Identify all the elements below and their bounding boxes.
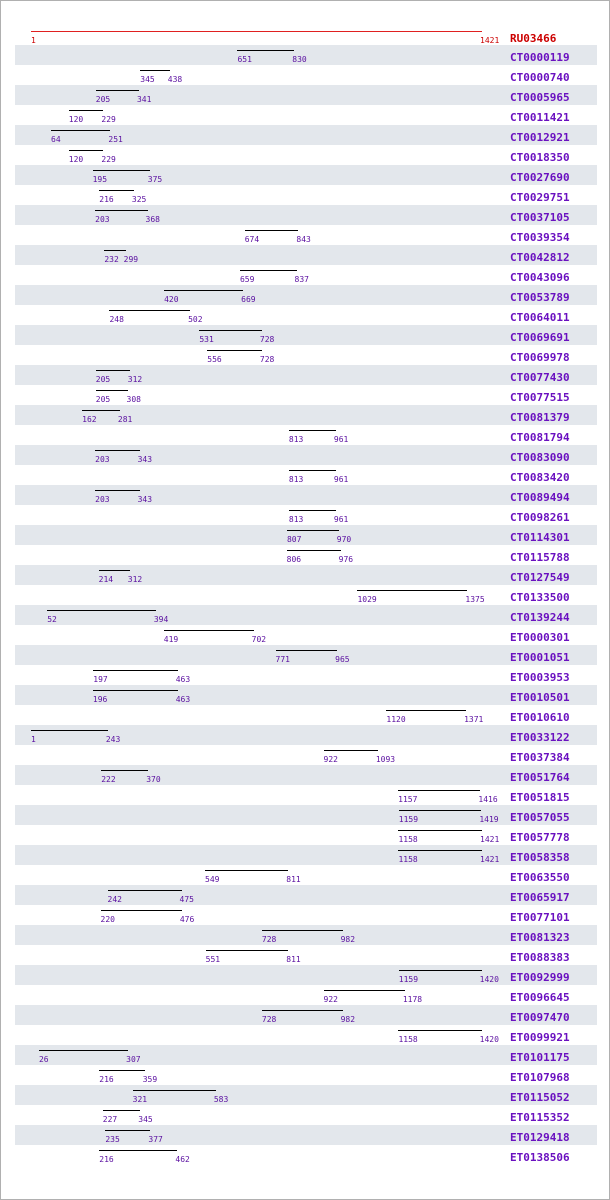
match-start: 227 — [102, 1115, 118, 1124]
match-id-link[interactable]: CT0064011 — [510, 311, 570, 324]
match-id-link[interactable]: CT0081379 — [510, 411, 570, 424]
match-end: 1178 — [402, 995, 423, 1004]
match-end: 1421 — [480, 835, 500, 844]
match-start: 205 — [95, 375, 111, 384]
match-end: 830 — [292, 55, 307, 64]
match-end: 843 — [296, 235, 311, 244]
match-bar — [398, 850, 482, 851]
match-bar — [69, 150, 104, 151]
match-bar — [324, 750, 378, 751]
match-end: 359 — [142, 1075, 158, 1084]
match-start: 556 — [207, 355, 222, 364]
match-bar — [101, 770, 148, 771]
match-id-link[interactable]: CT0000740 — [510, 71, 570, 84]
match-start: 205 — [95, 395, 111, 404]
match-id-link[interactable]: CT0115788 — [510, 551, 570, 564]
match-end: 463 — [175, 695, 191, 704]
match-id-link[interactable]: ET0099921 — [510, 1031, 570, 1044]
match-bar — [109, 310, 190, 311]
match-id-link[interactable]: CT0027690 — [510, 171, 570, 184]
match-end: 976 — [338, 555, 354, 564]
match-bar — [31, 730, 108, 731]
match-bar — [164, 290, 243, 291]
match-id-link[interactable]: ET0010501 — [510, 691, 570, 704]
match-bar — [262, 930, 343, 931]
match-start: 771 — [275, 655, 290, 664]
match-start: 216 — [99, 195, 114, 204]
match-start: 196 — [92, 695, 108, 704]
match-id-link[interactable]: CT0043096 — [510, 271, 570, 284]
match-bar — [289, 430, 336, 431]
match-start: 232 — [104, 255, 119, 264]
reference-id: RU03466 — [510, 32, 557, 45]
match-end: 502 — [188, 315, 203, 324]
match-bar — [206, 950, 289, 951]
match-end: 982 — [340, 935, 356, 944]
match-id-link[interactable]: CT0133500 — [510, 591, 570, 604]
match-id-link[interactable]: ET0115052 — [510, 1091, 570, 1104]
match-bar — [99, 1070, 144, 1071]
match-end: 965 — [335, 655, 350, 664]
match-id-link[interactable]: CT0012921 — [510, 131, 570, 144]
match-end: 728 — [259, 355, 275, 364]
match-start: 222 — [101, 775, 116, 784]
match-end: 463 — [175, 675, 191, 684]
match-end: 982 — [340, 1015, 356, 1024]
match-id-link[interactable]: CT0011421 — [510, 111, 570, 124]
match-end: 281 — [117, 415, 133, 424]
match-end: 1375 — [465, 595, 485, 604]
match-end: 1371 — [464, 715, 484, 724]
match-start: 203 — [95, 455, 110, 464]
match-start: 419 — [163, 635, 179, 644]
match-end: 394 — [153, 615, 169, 624]
match-id-link[interactable]: ET0097470 — [510, 1011, 570, 1024]
match-end: 375 — [147, 175, 163, 184]
match-id-link[interactable]: CT0083420 — [510, 471, 570, 484]
match-start: 922 — [323, 755, 338, 764]
match-bar — [245, 230, 299, 231]
match-start: 728 — [261, 935, 277, 944]
match-start: 205 — [95, 95, 111, 104]
match-start: 321 — [132, 1095, 148, 1104]
match-end: 1416 — [478, 795, 498, 804]
match-bar — [99, 190, 134, 191]
match-end: 475 — [179, 895, 194, 904]
match-id-link[interactable]: CT0081794 — [510, 431, 570, 444]
match-start: 220 — [100, 915, 115, 924]
match-end: 669 — [241, 295, 256, 304]
match-bar — [386, 710, 466, 711]
match-end: 343 — [137, 455, 153, 464]
match-id-link[interactable]: ET0081323 — [510, 931, 570, 944]
match-start: 1159 — [398, 975, 419, 984]
match-bar — [104, 250, 125, 251]
match-end: 438 — [167, 75, 183, 84]
match-id-link[interactable]: CT0018350 — [510, 151, 570, 164]
match-start: 531 — [199, 335, 214, 344]
match-id-link[interactable]: ET0065917 — [510, 891, 570, 904]
match-end: 837 — [294, 275, 309, 284]
match-id-link[interactable]: CT0000119 — [510, 51, 570, 64]
match-id-link[interactable]: CT0029751 — [510, 191, 570, 204]
match-end: 345 — [138, 1115, 153, 1124]
match-bar — [357, 590, 467, 591]
match-start: 248 — [109, 315, 124, 324]
match-bar — [207, 350, 262, 351]
match-start: 659 — [239, 275, 255, 284]
match-id-link[interactable]: CT0089494 — [510, 491, 570, 504]
match-id-link[interactable]: ET0107968 — [510, 1071, 570, 1084]
match-bar — [93, 670, 177, 671]
match-bar — [205, 870, 288, 871]
match-bar — [237, 50, 294, 51]
match-end: 343 — [137, 495, 153, 504]
match-end: 1419 — [479, 815, 499, 824]
match-id-link[interactable]: CT0083090 — [510, 451, 570, 464]
match-id-link[interactable]: CT0114301 — [510, 531, 570, 544]
match-id-link[interactable]: ET0051764 — [510, 771, 570, 784]
match-bar — [51, 130, 110, 131]
match-bar — [93, 170, 150, 171]
match-id-link[interactable]: ET0000301 — [510, 631, 570, 644]
reference-end: 1421 — [480, 36, 500, 45]
match-end: 325 — [131, 195, 147, 204]
match-end: 961 — [333, 515, 349, 524]
match-id-link[interactable]: CT0039354 — [510, 231, 570, 244]
match-start: 52 — [47, 615, 57, 624]
match-end: 370 — [146, 775, 161, 784]
match-id-link[interactable]: ET0058358 — [510, 851, 570, 864]
match-start: 197 — [93, 675, 108, 684]
reference-start: 1 — [31, 36, 36, 45]
match-start: 26 — [38, 1055, 49, 1064]
match-start: 120 — [68, 155, 84, 164]
match-start: 120 — [68, 115, 84, 124]
match-bar — [99, 570, 130, 571]
match-bar — [95, 490, 139, 491]
match-bar — [140, 70, 170, 71]
match-start: 345 — [140, 75, 155, 84]
match-bar — [96, 390, 129, 391]
match-bar — [399, 810, 482, 811]
match-bar — [199, 330, 262, 331]
match-id-link[interactable]: ET0129418 — [510, 1131, 570, 1144]
match-start: 674 — [244, 235, 260, 244]
match-bar — [398, 830, 482, 831]
match-bar — [289, 510, 336, 511]
match-start: 1158 — [398, 1035, 418, 1044]
match-end: 307 — [126, 1055, 141, 1064]
match-id-link[interactable]: ET0138506 — [510, 1151, 570, 1164]
match-end: 1420 — [479, 1035, 499, 1044]
match-end: 1420 — [479, 975, 499, 984]
match-end: 728 — [259, 335, 275, 344]
match-id-link[interactable]: CT0077430 — [510, 371, 570, 384]
match-start: 216 — [99, 1075, 114, 1084]
match-id-link[interactable]: CT0042812 — [510, 251, 570, 264]
match-end: 1421 — [480, 855, 500, 864]
match-bar — [324, 990, 405, 991]
match-bar — [96, 370, 130, 371]
match-end: 1093 — [375, 755, 396, 764]
match-bar — [289, 470, 336, 471]
match-bar — [69, 110, 104, 111]
match-id-link[interactable]: CT0005965 — [510, 91, 570, 104]
match-start: 651 — [237, 55, 252, 64]
match-id-link[interactable]: CT0127549 — [510, 571, 570, 584]
match-id-link[interactable]: ET0101175 — [510, 1051, 570, 1064]
match-start: 806 — [286, 555, 302, 564]
match-start: 64 — [51, 135, 61, 144]
match-bar — [108, 890, 182, 891]
match-end: 462 — [175, 1155, 190, 1164]
match-end: 229 — [101, 155, 116, 164]
match-id-link[interactable]: CT0069691 — [510, 331, 570, 344]
match-id-link[interactable]: ET0077101 — [510, 911, 570, 924]
match-start: 235 — [105, 1135, 120, 1144]
match-start: 1120 — [386, 715, 406, 724]
match-end: 811 — [286, 955, 301, 964]
match-bar — [103, 1110, 140, 1111]
match-id-link[interactable]: ET0063550 — [510, 871, 570, 884]
match-end: 299 — [123, 255, 139, 264]
match-end: 341 — [136, 95, 152, 104]
match-end: 243 — [105, 735, 121, 744]
match-bar — [99, 1150, 177, 1151]
match-bar — [95, 210, 147, 211]
match-bar — [276, 650, 338, 651]
match-bar — [287, 550, 341, 551]
match-end: 970 — [336, 535, 352, 544]
match-start: 203 — [95, 215, 110, 224]
match-id-link[interactable]: CT0098261 — [510, 511, 570, 524]
match-bar — [399, 970, 482, 971]
match-start: 549 — [205, 875, 220, 884]
match-start: 162 — [82, 415, 97, 424]
match-bar — [262, 1010, 343, 1011]
match-id-link[interactable]: ET0088383 — [510, 951, 570, 964]
match-start: 551 — [205, 955, 221, 964]
match-end: 251 — [108, 135, 123, 144]
match-start: 420 — [164, 295, 179, 304]
match-end: 961 — [333, 475, 349, 484]
match-bar — [39, 1050, 128, 1051]
match-bar — [133, 1090, 216, 1091]
match-end: 583 — [213, 1095, 229, 1104]
match-end: 377 — [148, 1135, 163, 1144]
match-id-link[interactable]: CT0139244 — [510, 611, 570, 624]
match-start: 214 — [98, 575, 114, 584]
match-id-link[interactable]: CT0037105 — [510, 211, 570, 224]
match-start: 1157 — [398, 795, 418, 804]
match-bar — [96, 90, 139, 91]
match-end: 476 — [179, 915, 195, 924]
match-id-link[interactable]: ET0001051 — [510, 651, 570, 664]
match-bar — [287, 530, 339, 531]
match-end: 368 — [145, 215, 160, 224]
match-bar — [398, 1030, 481, 1031]
match-bar — [164, 630, 254, 631]
match-bar — [105, 1130, 150, 1131]
match-start: 807 — [286, 535, 302, 544]
reference-bar — [31, 31, 482, 32]
match-end: 308 — [126, 395, 141, 404]
match-id-link[interactable]: ET0037384 — [510, 751, 570, 764]
match-end: 811 — [286, 875, 301, 884]
match-id-link[interactable]: ET0033122 — [510, 731, 570, 744]
match-id-link[interactable]: ET0003953 — [510, 671, 570, 684]
match-id-link[interactable]: ET0057778 — [510, 831, 570, 844]
match-bar — [93, 690, 178, 691]
match-bar — [398, 790, 480, 791]
match-id-link[interactable]: ET0096645 — [510, 991, 570, 1004]
match-id-link[interactable]: CT0077515 — [510, 391, 570, 404]
match-start: 242 — [107, 895, 122, 904]
match-start: 1029 — [357, 595, 377, 604]
match-start: 1 — [31, 735, 36, 744]
match-start: 1158 — [398, 835, 418, 844]
match-start: 813 — [288, 475, 304, 484]
match-start: 203 — [95, 495, 110, 504]
match-start: 1158 — [398, 855, 418, 864]
match-end: 229 — [101, 115, 116, 124]
match-end: 312 — [127, 375, 143, 384]
match-id-link[interactable]: ET0010610 — [510, 711, 570, 724]
match-id-link[interactable]: CT0069978 — [510, 351, 570, 364]
match-bar — [47, 610, 156, 611]
match-id-link[interactable]: ET0051815 — [510, 791, 570, 804]
match-end: 312 — [127, 575, 143, 584]
match-start: 922 — [323, 995, 338, 1004]
match-end: 961 — [333, 435, 349, 444]
match-start: 195 — [92, 175, 108, 184]
match-id-link[interactable]: CT0053789 — [510, 291, 570, 304]
match-id-link[interactable]: ET0115352 — [510, 1111, 570, 1124]
match-bar — [101, 910, 182, 911]
match-id-link[interactable]: ET0092999 — [510, 971, 570, 984]
match-id-link[interactable]: ET0057055 — [510, 811, 570, 824]
match-start: 1159 — [398, 815, 419, 824]
match-bar — [240, 270, 297, 271]
match-bar — [82, 410, 120, 411]
match-bar — [95, 450, 139, 451]
match-start: 216 — [99, 1155, 114, 1164]
match-start: 813 — [288, 435, 304, 444]
match-start: 813 — [288, 515, 304, 524]
match-end: 702 — [251, 635, 267, 644]
match-start: 728 — [261, 1015, 277, 1024]
